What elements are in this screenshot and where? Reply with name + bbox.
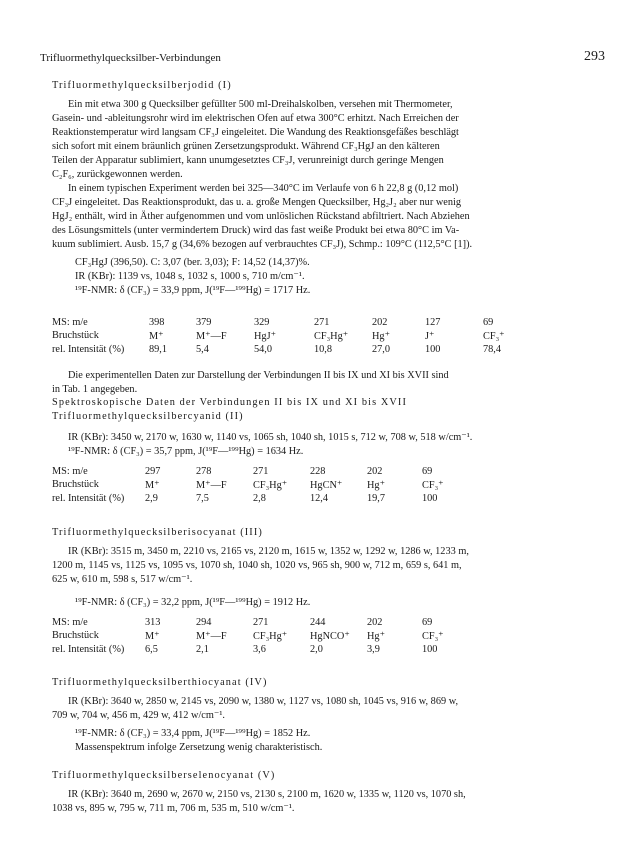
table-cell: rel. Intensität (%)	[52, 343, 125, 355]
page-number: 293	[584, 49, 605, 64]
table-cell: Hg⁺	[367, 480, 386, 492]
paragraph-line: CF₃J eingeleitet. Das Reaktionsprodukt, das u. a. große Mengen Quecksilber, Hg₂J₂ aber nur wenig	[52, 196, 461, 208]
table-cell: CF₃Hg⁺	[253, 631, 288, 643]
table-cell: Bruchstück	[52, 630, 99, 642]
paragraph-line: Gasein- und -ableitungsrohr wird im elektrischen Ofen auf etwa 300°C erhitzt. Nach Erreichen der	[52, 112, 459, 124]
table-cell: 271	[314, 317, 330, 328]
table-cell: Bruchstück	[52, 330, 99, 342]
nmr-4	[52, 727, 559, 755]
note-line: Massenspektrum infolge Zersetzung wenig charakteristisch.	[75, 741, 323, 753]
paragraph-line: HgJ₂ enthält, wird in Äther aufgenommen und vom unlöslichen Rückstand abfiltriert. Nach Abziehen	[52, 210, 470, 222]
paragraph-line: Ein mit etwa 300 g Quecksilber gefüllter 500 ml-Dreihalskolben, versehen mit Thermometer,	[68, 99, 453, 110]
table-cell: 202	[367, 466, 383, 477]
table-cell: 6,5	[145, 643, 158, 655]
paragraph-line: Die experimentellen Daten zur Darstellung der Verbindungen II bis IX und XI bis XVII sind	[68, 370, 449, 381]
table-cell: 379	[196, 317, 212, 328]
table-cell: 27,0	[372, 343, 391, 355]
table-row	[52, 479, 444, 492]
table-cell: 313	[145, 617, 161, 628]
table-cell: M⁺—F	[196, 631, 227, 643]
table-cell: 100	[425, 343, 441, 355]
ms-table-3	[52, 617, 444, 657]
table-cell: Bruchstück	[52, 479, 99, 491]
paragraph-line: Reaktionstemperatur wird langsam CF₃J eingeleitet. Die Wandung des Reaktionsgefäßes beschlägt	[52, 126, 459, 138]
table-cell: 69	[483, 317, 494, 328]
table-cell: Hg⁺	[372, 331, 391, 343]
table-cell: 69	[422, 466, 433, 477]
table-cell: 100	[422, 492, 438, 504]
table-cell: 271	[253, 466, 269, 477]
table-row	[52, 644, 444, 657]
running-header	[40, 49, 605, 68]
table-cell: M⁺	[145, 631, 160, 643]
table-row	[52, 493, 444, 506]
table-cell: 271	[253, 617, 269, 628]
table-cell: M⁺	[145, 480, 160, 492]
nmr-3	[52, 596, 559, 610]
table-cell: 54,0	[254, 343, 273, 355]
ir-line: 709 w, 704 w, 456 m, 429 w, 412 w/cm⁻¹.	[52, 709, 225, 721]
ir-line: 1200 m, 1145 vs, 1125 vs, 1095 vs, 1070 sh, 1040 sh, 1020 vs, 965 sh, 900 w, 712 m, 659 s, 641 m,	[52, 559, 462, 571]
table-cell: CF₃⁺	[422, 480, 444, 492]
table-cell: 297	[145, 466, 161, 477]
table-cell: HgNCO⁺	[310, 631, 350, 643]
data-line: IR (KBr): 1139 vs, 1048 s, 1032 s, 1000 s, 710 m/cm⁻¹.	[75, 270, 305, 282]
nmr-line: ¹⁹F-NMR: δ (CF₃) = 35,7 ppm, J(¹⁹F—¹⁹⁹Hg) = 1634 Hz.	[68, 445, 304, 457]
spectra-3	[52, 545, 559, 587]
table-cell: CF₃Hg⁺	[253, 480, 288, 492]
nmr-line: ¹⁹F-NMR: δ (CF₃) = 32,2 ppm, J(¹⁹F—¹⁹⁹Hg) = 1912 Hz.	[75, 597, 311, 608]
table-cell: 12,4	[310, 492, 329, 504]
compound-heading-3: Trifluormethylquecksilberisocyanat (III)	[52, 527, 263, 538]
table-row	[52, 617, 444, 630]
spectra-4	[52, 695, 559, 723]
table-cell: 294	[196, 617, 212, 628]
table-cell: 78,4	[483, 343, 502, 355]
table-cell: 127	[425, 317, 441, 328]
table-cell: CF₃⁺	[422, 631, 444, 643]
ir-line: IR (KBr): 3640 m, 2690 w, 2670 w, 2150 vs, 2130 s, 2100 m, 1620 w, 1335 w, 1120 vs, 1070 sh,	[68, 789, 466, 800]
section-heading-1: Trifluormethylquecksilberjodid (I)	[52, 80, 232, 91]
ir-line: IR (KBr): 3640 w, 2850 w, 2145 vs, 2090 w, 1380 w, 1127 vs, 1080 sh, 1045 vs, 916 w, 869 w,	[68, 696, 459, 707]
paragraph-line: des Lösungsmittels (unter vermindertem Druck) wird das fast weiße Produkt bei etwa 80°C im Va-	[52, 224, 460, 236]
paragraph-line: C₂F₆, zurückgewonnen werden.	[52, 168, 183, 180]
table-cell: CF₃Hg⁺	[314, 331, 349, 343]
table-cell: 100	[422, 643, 438, 655]
intro-paragraph	[52, 369, 559, 397]
table-cell: MS: m/e	[52, 466, 88, 477]
table-cell: M⁺	[149, 331, 164, 343]
ir-line: IR (KBr): 3450 w, 2170 w, 1630 w, 1140 vs, 1065 sh, 1040 sh, 1015 s, 712 w, 708 w, 518 w/cm⁻¹.	[68, 432, 473, 443]
table-cell: M⁺—F	[196, 331, 227, 343]
paragraph-1	[52, 98, 559, 181]
table-cell: HgJ⁺	[254, 331, 277, 343]
table-cell: 7,5	[196, 492, 209, 504]
table-cell: 2,1	[196, 643, 209, 655]
paragraph-line: In einem typischen Experiment werden bei 325—340°C im Verlaufe von 6 h 22,8 g (0,12 mol)	[68, 183, 459, 194]
table-cell: 89,1	[149, 343, 168, 355]
data-line: ¹⁹F-NMR: δ (CF₃) = 33,9 ppm, J(¹⁹F—¹⁹⁹Hg) = 1717 Hz.	[75, 284, 311, 296]
paragraph-line: kuum sublimiert. Ausb. 15,7 g (34,6% bezogen auf verbrauchtes CF₃J), Schmp.: 109°C (112,5°C [1]).	[52, 238, 473, 250]
table-cell: 10,8	[314, 343, 333, 355]
table-cell: MS: m/e	[52, 617, 88, 628]
compound-heading-2: Trifluormethylquecksilbercyanid (II)	[52, 411, 244, 422]
spectra-2	[52, 431, 559, 459]
data-line: CF₃HgJ (396,50). C: 3,07 (ber. 3,03); F: 14,52 (14,37)%.	[75, 257, 310, 268]
table-row	[52, 317, 505, 330]
table-cell: Hg⁺	[367, 631, 386, 643]
table-cell: 2,0	[310, 643, 323, 655]
paragraph-2	[52, 182, 559, 252]
table-cell: 5,4	[196, 343, 209, 355]
table-cell: 202	[367, 617, 383, 628]
table-cell: 2,8	[253, 492, 266, 504]
compound-heading-5: Trifluormethylquecksilberselenocyanat (V)	[52, 770, 276, 781]
table-cell: J⁺	[425, 331, 435, 343]
table-cell: rel. Intensität (%)	[52, 643, 125, 655]
ir-line: IR (KBr): 3515 m, 3450 m, 2210 vs, 2165 vs, 2120 m, 1615 w, 1352 w, 1292 w, 1286 w, 1233 m,	[68, 546, 469, 557]
section-heading-2: Spektroskopische Daten der Verbindungen II bis IX und XI bis XVII	[52, 397, 407, 408]
table-cell: 3,9	[367, 643, 380, 655]
running-title: Trifluormethylquecksilber-Verbindungen	[40, 52, 221, 64]
table-cell: rel. Intensität (%)	[52, 492, 125, 504]
table-cell: MS: m/e	[52, 317, 88, 328]
table-cell: 19,7	[367, 492, 386, 504]
spectra-5	[52, 788, 559, 816]
table-row	[52, 330, 505, 343]
table-cell: 278	[196, 466, 212, 477]
paragraph-line: sich sofort mit einem bräunlich grünen Zersetzungsprodukt. Während CF₃HgJ an den kälteren	[52, 140, 440, 152]
table-cell: 398	[149, 317, 165, 328]
table-cell: 2,9	[145, 492, 158, 504]
paragraph-line: Teilen der Apparatur sublimiert, kann unumgesetztes CF₃J, verunreinigt durch geringe Mengen	[52, 154, 444, 166]
paragraph-line: in Tab. 1 angegeben.	[52, 383, 138, 395]
table-cell: M⁺—F	[196, 480, 227, 492]
table-row	[52, 630, 444, 643]
table-row	[52, 344, 505, 357]
ir-line: 1038 vs, 895 w, 795 w, 711 m, 706 m, 535 m, 510 w/cm⁻¹.	[52, 802, 295, 814]
table-row	[52, 466, 444, 479]
ms-table-2	[52, 466, 444, 506]
compound-heading-4: Trifluormethylquecksilberthiocyanat (IV)	[52, 677, 268, 688]
ms-table-1	[52, 317, 505, 357]
table-cell: HgCN⁺	[310, 480, 343, 492]
table-cell: 228	[310, 466, 326, 477]
table-cell: 329	[254, 317, 270, 328]
table-cell: 69	[422, 617, 433, 628]
table-cell: 244	[310, 617, 326, 628]
table-cell: 3,6	[253, 643, 266, 655]
nmr-line: ¹⁹F-NMR: δ (CF₃) = 33,4 ppm, J(¹⁹F—¹⁹⁹Hg) = 1852 Hz.	[75, 728, 311, 739]
table-cell: CF₃⁺	[483, 331, 505, 343]
ir-line: 625 w, 610 m, 598 s, 517 w/cm⁻¹.	[52, 573, 193, 585]
analysis-data-1	[52, 256, 559, 298]
table-cell: 202	[372, 317, 388, 328]
